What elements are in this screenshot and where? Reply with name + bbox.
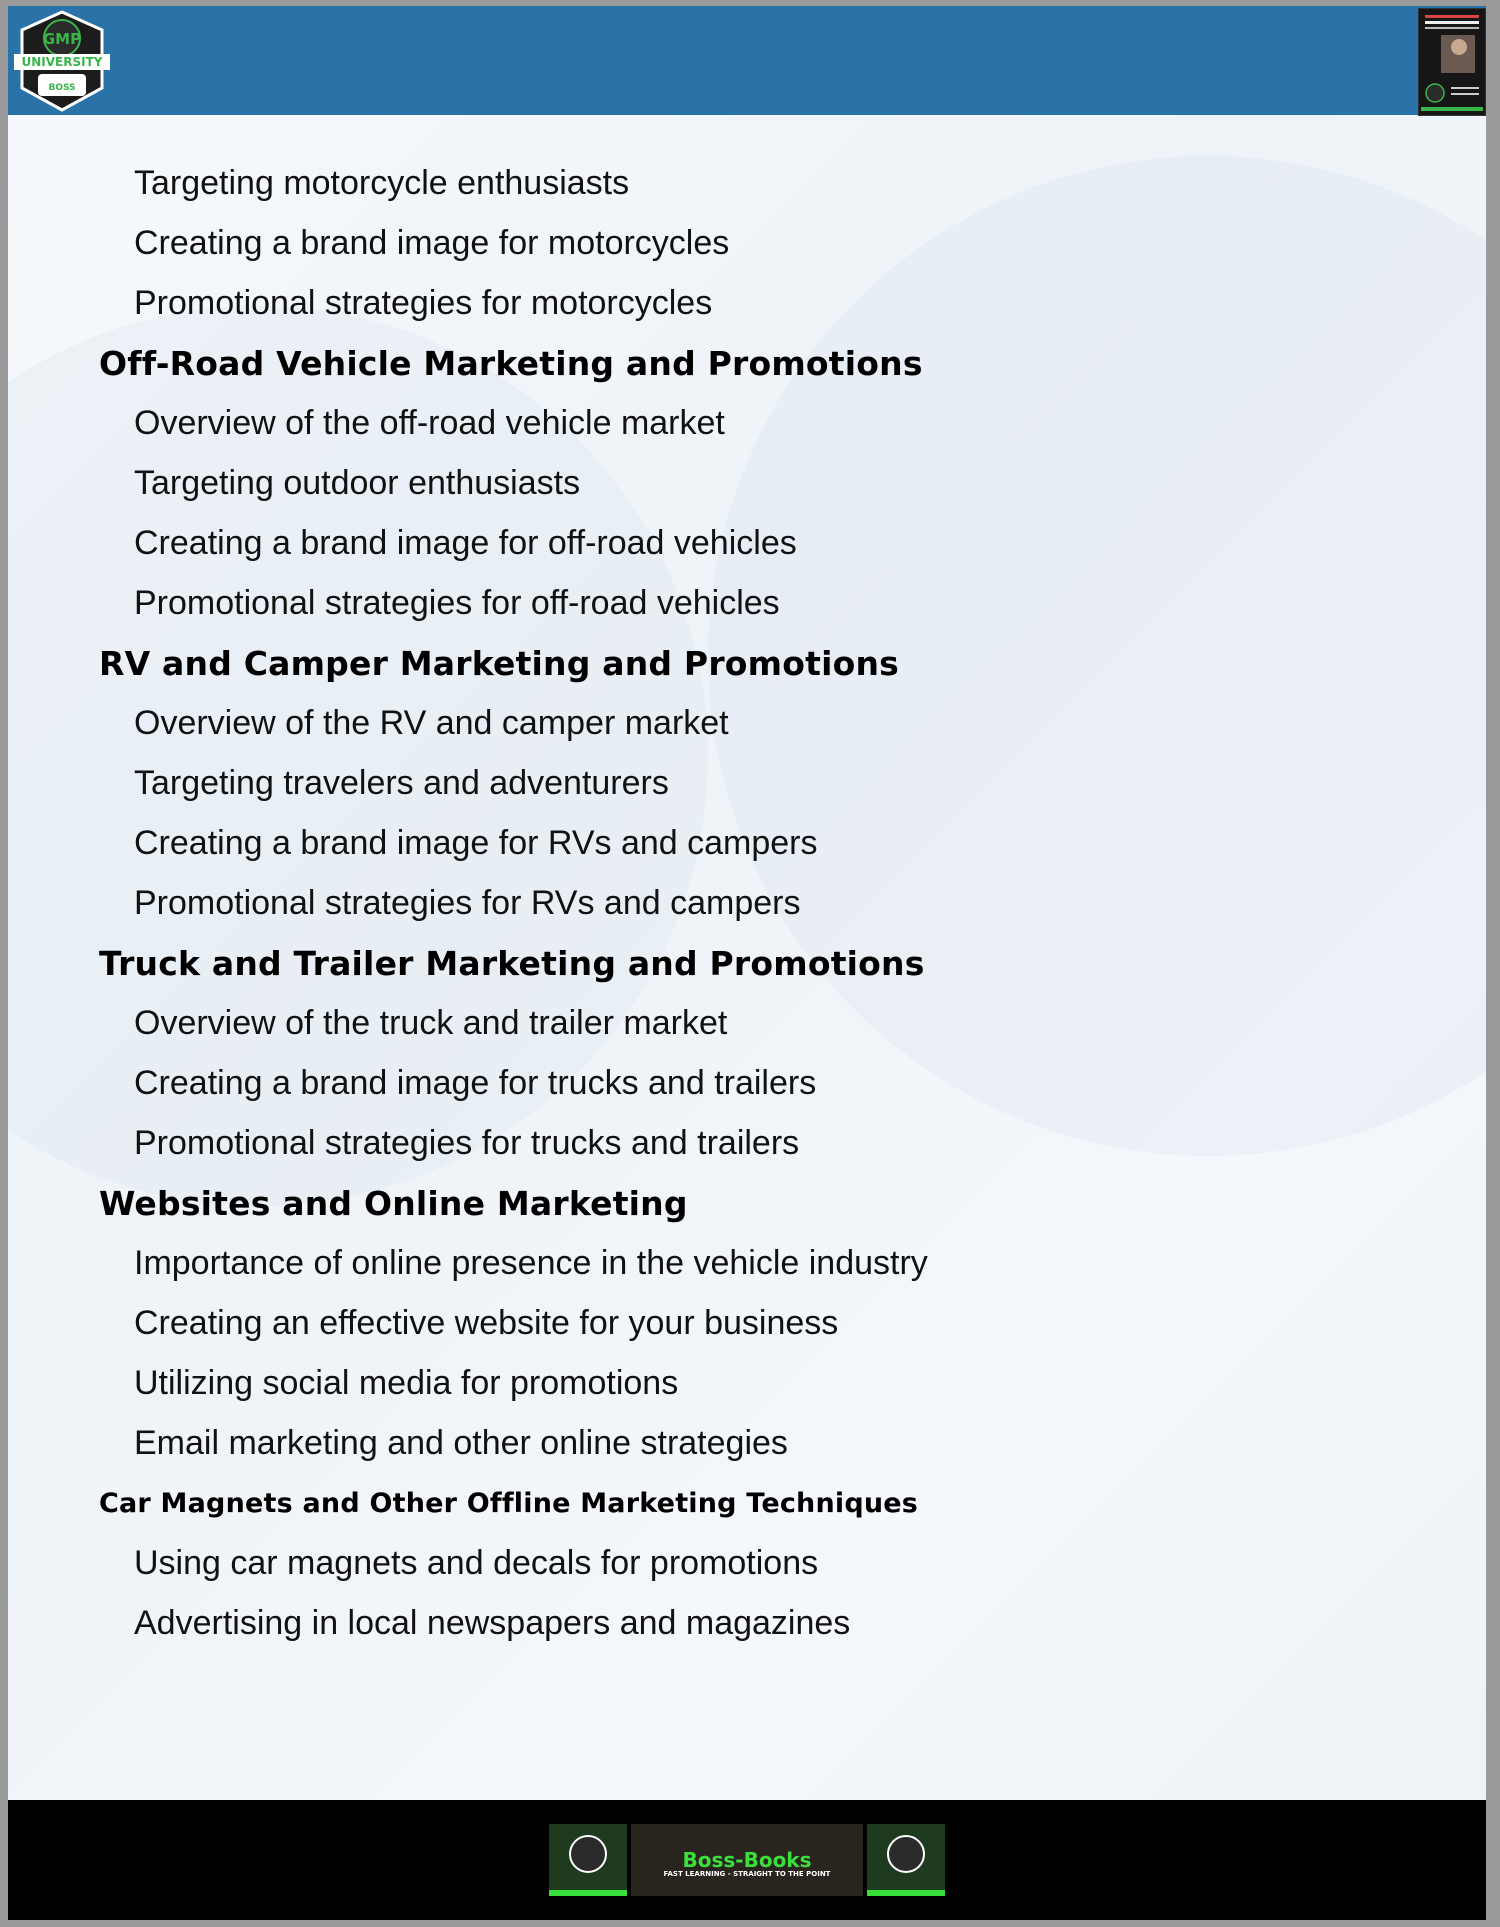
page-footer bbox=[8, 1800, 1486, 1920]
toc-item: Creating an effective website for your business bbox=[134, 1304, 839, 1342]
svg-text:BOSS: BOSS bbox=[48, 83, 76, 93]
toc-item: Creating a brand image for off-road vehicles bbox=[134, 524, 797, 562]
toc-item: Overview of the truck and trailer market bbox=[134, 1004, 728, 1042]
boss-books-banner bbox=[549, 1820, 945, 1900]
toc-item: Targeting motorcycle enthusiasts bbox=[134, 164, 630, 202]
book-cover-thumbnail bbox=[1418, 8, 1486, 116]
banner-subtitle: FAST LEARNING - STRAIGHT TO THE POINT bbox=[663, 1870, 831, 1878]
toc-item: Overview of the off-road vehicle market bbox=[134, 404, 725, 442]
document-page bbox=[8, 6, 1486, 1920]
toc-item: Promotional strategies for RVs and campers bbox=[134, 884, 801, 922]
section-heading: Car Magnets and Other Offline Marketing Techniques bbox=[99, 1488, 919, 1519]
toc-item: Advertising in local newspapers and magazines bbox=[134, 1604, 851, 1642]
page-header bbox=[8, 6, 1486, 115]
toc-item: Creating a brand image for RVs and campers bbox=[134, 824, 818, 862]
toc-item: Creating a brand image for motorcycles bbox=[134, 224, 730, 262]
toc-item: Email marketing and other online strategies bbox=[134, 1424, 788, 1462]
svg-text:GMP: GMP bbox=[42, 30, 82, 48]
section-heading: Off-Road Vehicle Marketing and Promotions bbox=[99, 344, 923, 383]
toc-item: Targeting outdoor enthusiasts bbox=[134, 464, 581, 502]
section-heading: Truck and Trailer Marketing and Promotions bbox=[99, 944, 925, 983]
toc-item: Importance of online presence in the vehicle industry bbox=[134, 1244, 928, 1282]
toc-item: Utilizing social media for promotions bbox=[134, 1364, 679, 1402]
section-heading: RV and Camper Marketing and Promotions bbox=[99, 644, 900, 683]
toc-item: Promotional strategies for off-road vehicles bbox=[134, 584, 780, 622]
gmp-university-logo bbox=[14, 10, 110, 112]
toc-item: Overview of the RV and camper market bbox=[134, 704, 729, 742]
toc-item: Targeting travelers and adventurers bbox=[134, 764, 669, 802]
section-heading: Websites and Online Marketing bbox=[99, 1184, 688, 1223]
banner-title: Boss-Books bbox=[682, 1848, 812, 1872]
svg-text:UNIVERSITY: UNIVERSITY bbox=[21, 55, 103, 69]
toc-item: Promotional strategies for trucks and trailers bbox=[134, 1124, 800, 1162]
toc-item: Creating a brand image for trucks and trailers bbox=[134, 1064, 817, 1102]
toc-item: Promotional strategies for motorcycles bbox=[134, 284, 713, 322]
toc-item: Using car magnets and decals for promotions bbox=[134, 1544, 819, 1582]
